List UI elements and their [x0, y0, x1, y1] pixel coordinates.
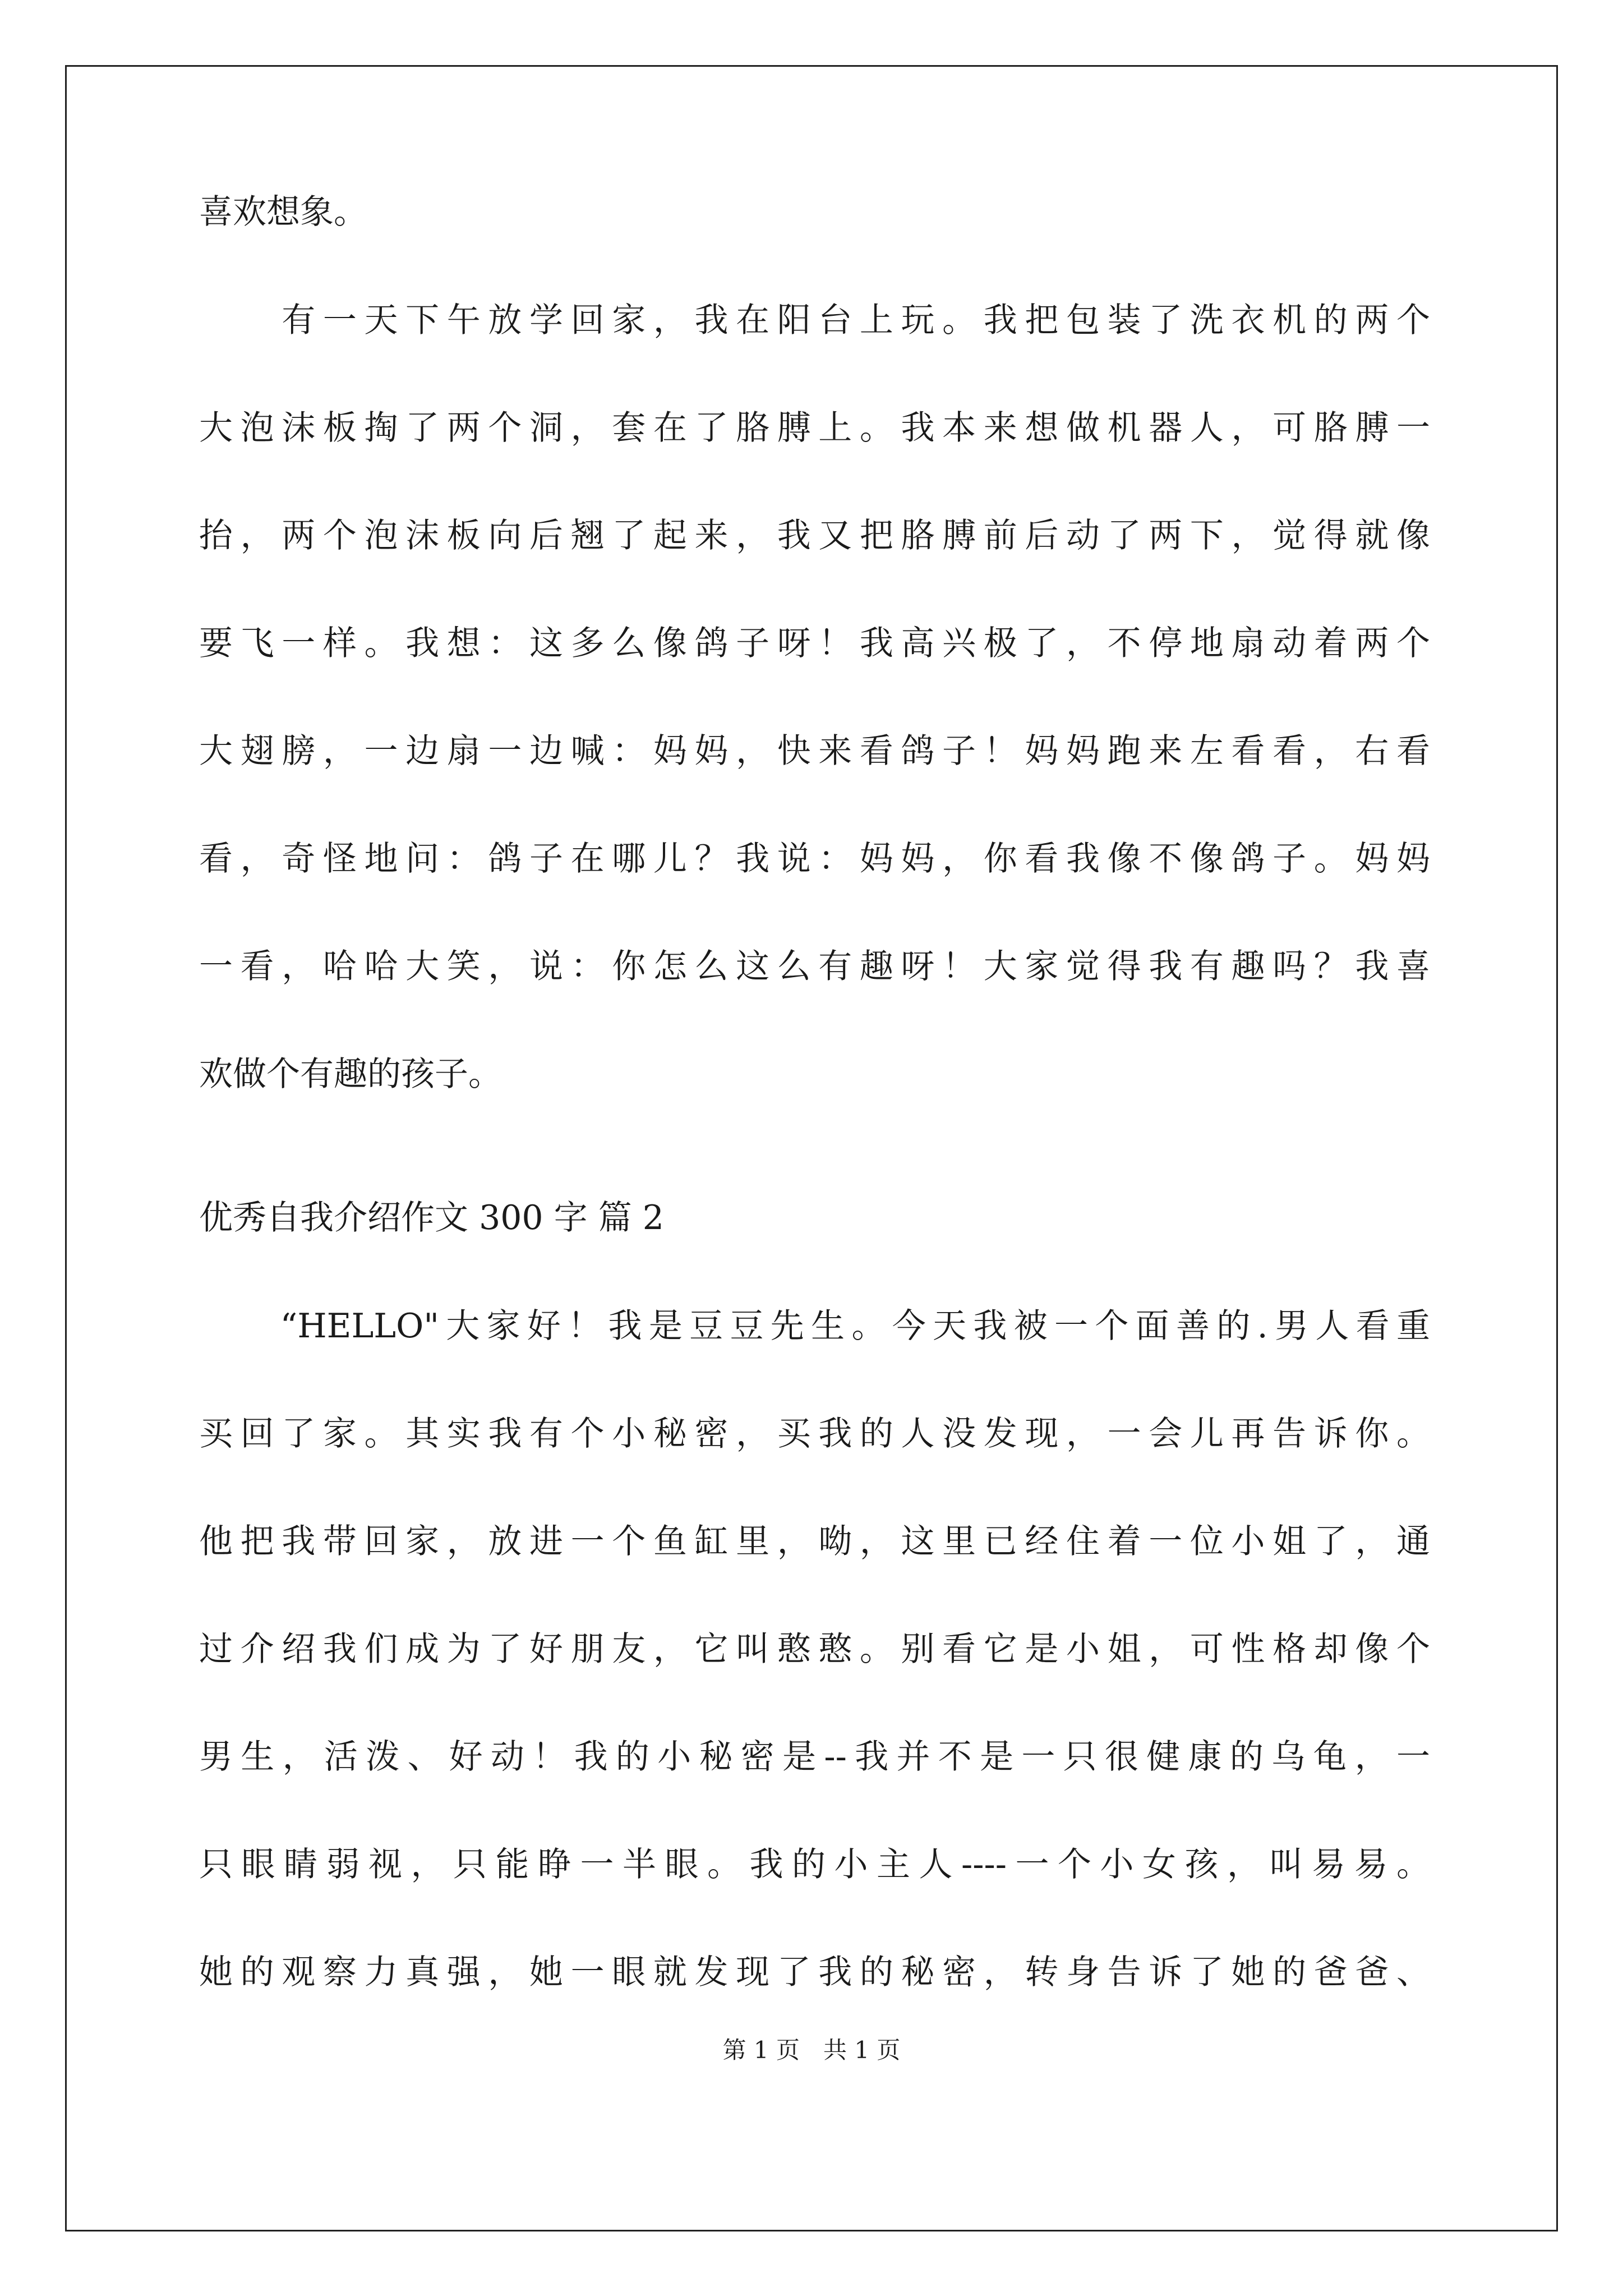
text-line: 过介绍我们成为了好朋友，它叫憨憨。别看它是小姐，可性格却像个 [199, 1630, 1430, 1669]
text-line: 大翅膀，一边扇一边喊：妈妈，快来看鸽子！妈妈跑来左看看，右看 [199, 731, 1430, 771]
paragraph-turtle-story [199, 1272, 1430, 2026]
text-line: 她的观察力真强，她一眼就发现了我的秘密，转身告诉了她的爸爸、 [199, 1953, 1430, 1992]
text-line: 要飞一样。我想：这多么像鸽子呀！我高兴极了，不停地扇动着两个 [199, 624, 1430, 663]
text-line: 有一天下午放学回家，我在阳台上玩。我把包装了洗衣机的两个 [199, 301, 1430, 340]
text-line: 他把我带回家，放进一个鱼缸里，呦，这里已经住着一位小姐了，通 [199, 1522, 1430, 1561]
text-line: 大泡沫板掏了两个洞，套在了胳膊上。我本来想做机器人，可胳膊一 [199, 408, 1430, 448]
text-line: 只眼睛弱视，只能睁一半眼。我的小主人----一个小女孩，叫易易。 [199, 1845, 1430, 1884]
text-line: 看，奇怪地问：鸽子在哪儿？我说：妈妈，你看我像不像鸽子。妈妈 [199, 839, 1430, 878]
text-line: “HELLO"大家好！我是豆豆先生。今天我被一个面善的.男人看重 [199, 1306, 1430, 1346]
text-line: 买回了家。其实我有个小秘密，买我的人没发现，一会儿再告诉你。 [199, 1414, 1430, 1453]
text-line: 男生，活泼、好动！我的小秘密是--我并不是一只很健康的乌龟，一 [199, 1737, 1430, 1777]
text-line: 抬，两个泡沫板向后翘了起来，我又把胳膊前后动了两下，觉得就像 [199, 516, 1430, 555]
section-heading: 优秀自我介绍作文 300 字 篇 2 [199, 1198, 664, 1237]
text-line: 欢做个有趣的孩子。 [199, 1055, 502, 1094]
text-line: 喜欢想象。 [199, 192, 367, 232]
page-number-footer: 第 1 页 共 1 页 [722, 2036, 901, 2064]
paragraph-continuation [199, 158, 1430, 266]
text-line: 一看，哈哈大笑，说：你怎么这么有趣呀！大家觉得我有趣吗？我喜 [199, 947, 1430, 986]
paragraph-pigeon-story [199, 266, 1430, 1128]
